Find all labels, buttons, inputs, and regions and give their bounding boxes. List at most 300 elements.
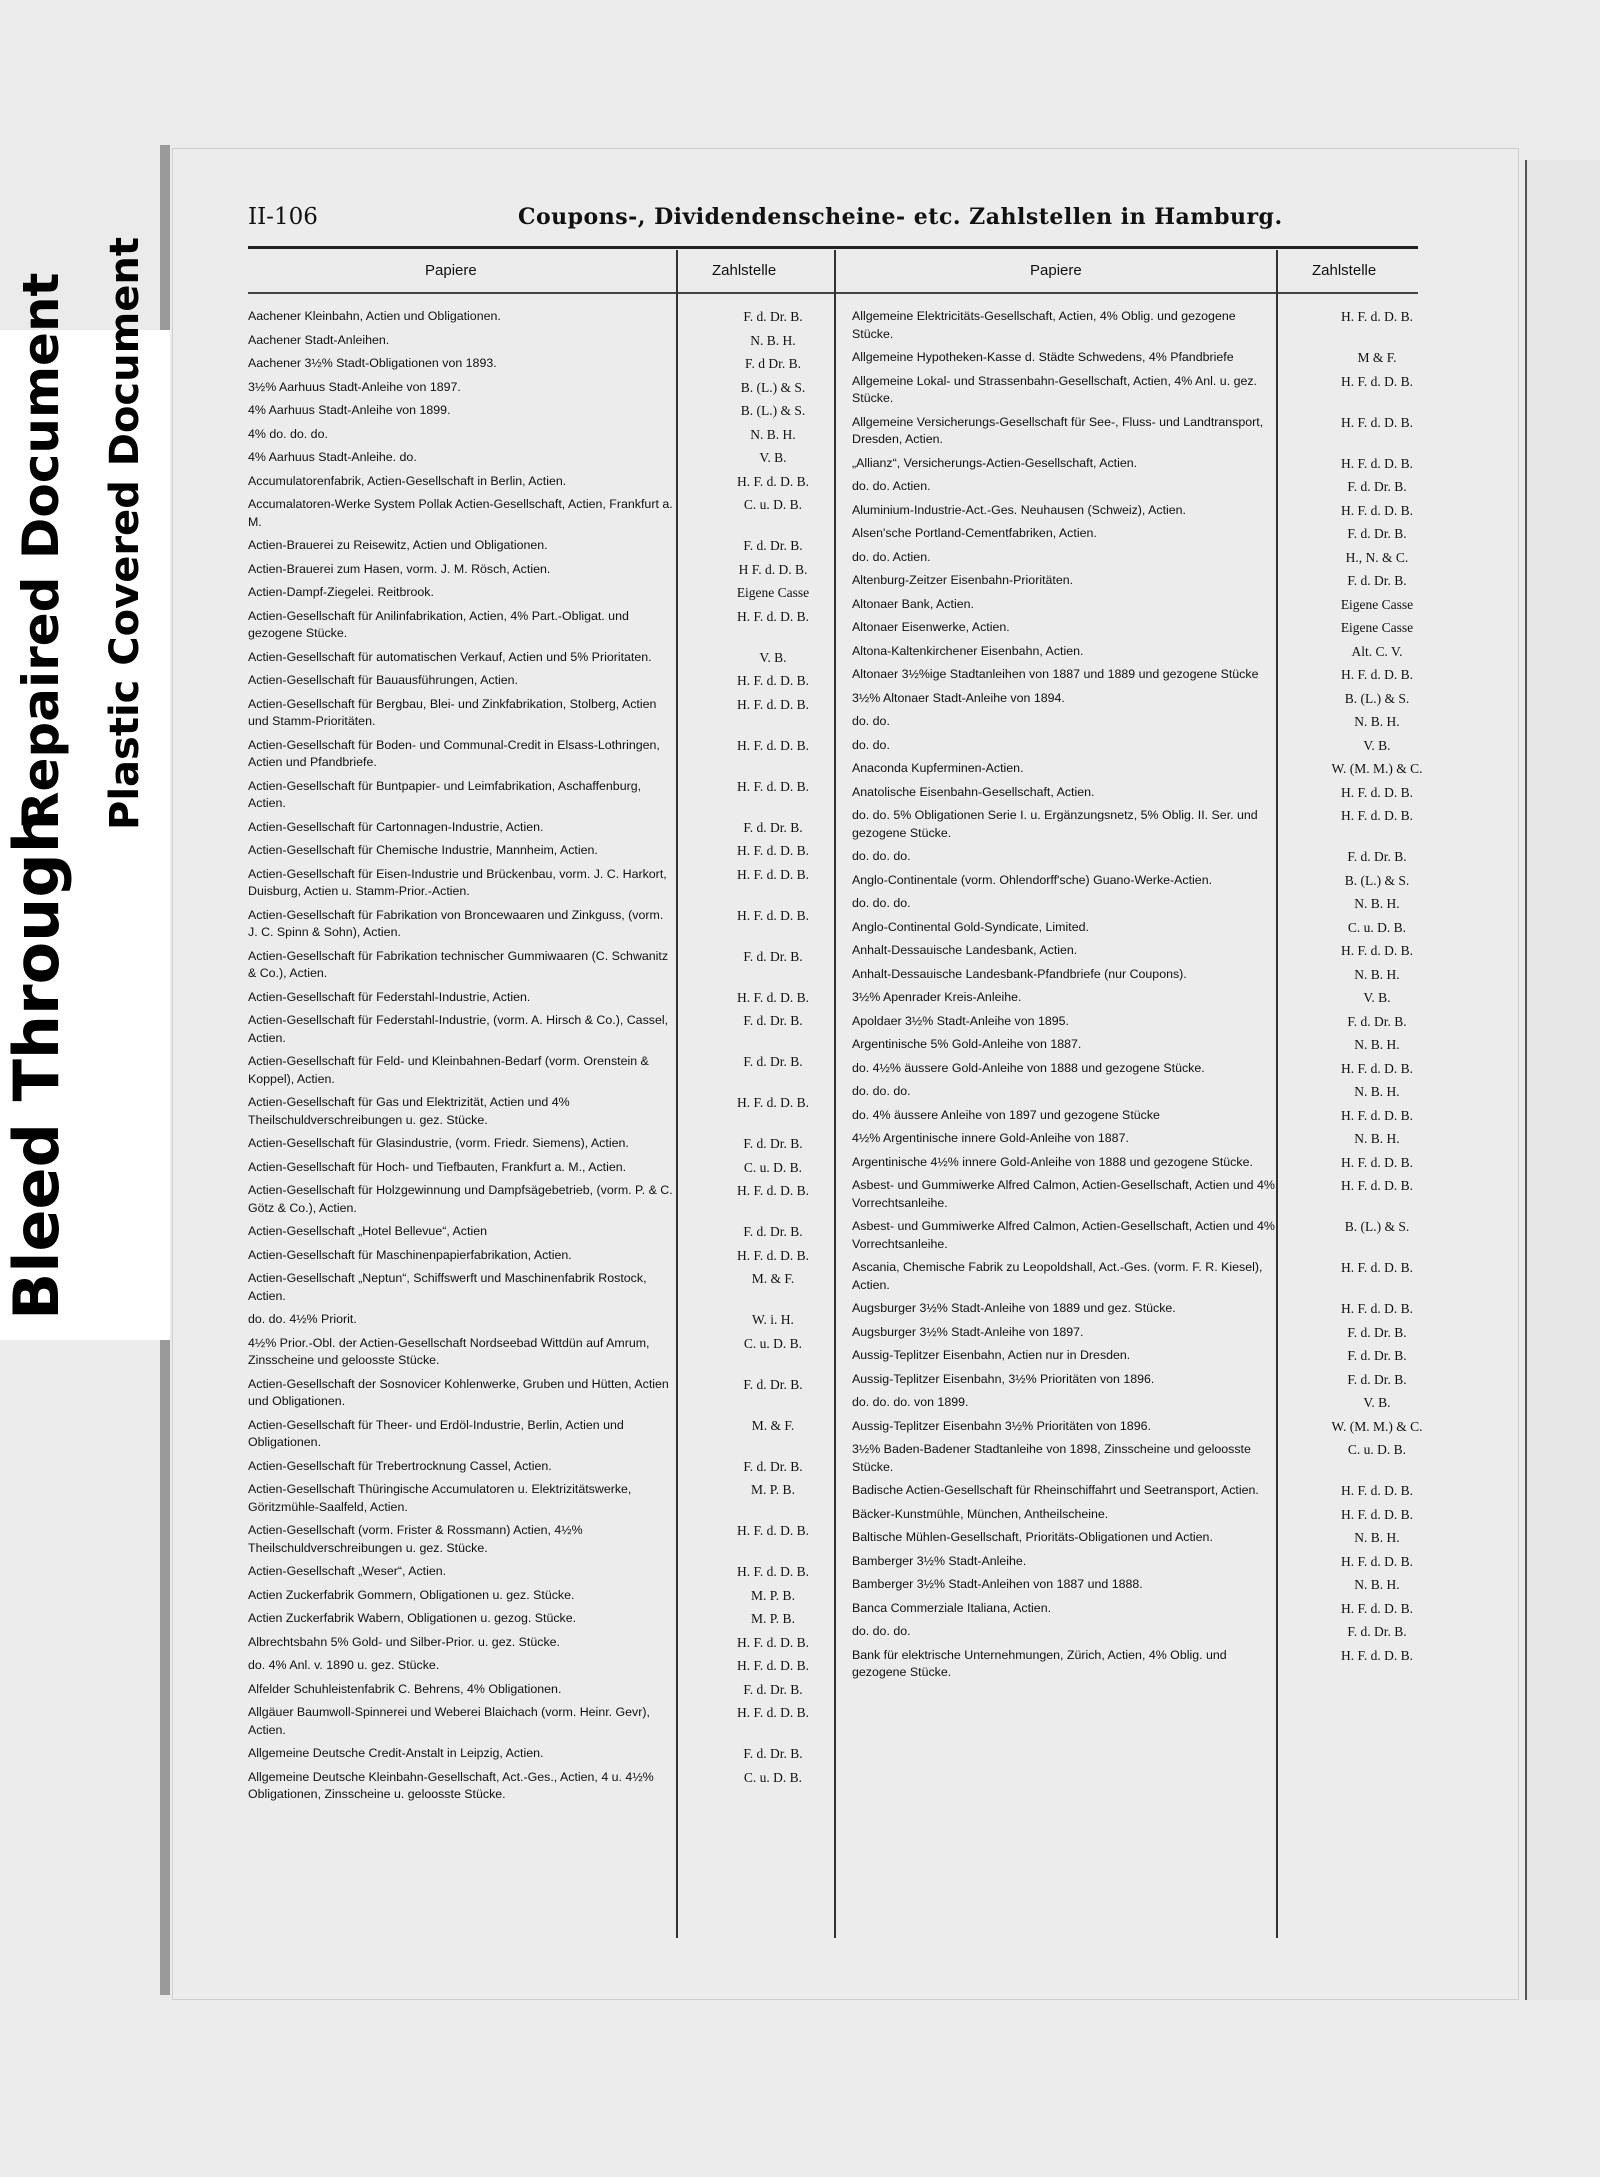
zahlstelle-value: F. d. Dr. B. bbox=[743, 948, 803, 964]
papier-name: Argentinische 4½% innere Gold-Anleihe von 1888 und gezogene Stücke. bbox=[852, 1154, 1253, 1169]
table-row bbox=[852, 784, 1414, 802]
papier-name: Actien-Gesellschaft für Trebertrocknung Cassel, Actien. bbox=[248, 1458, 552, 1473]
zahlstelle-value: M & F. bbox=[1357, 350, 1397, 365]
papier-name: Asbest- und Gummiwerke Alfred Calmon, Actien-Gesellschaft, Actien und 4% Vorrechtsanleihe. bbox=[852, 1178, 1275, 1210]
papier-name: 4% do. do. do. bbox=[248, 426, 328, 441]
table-row bbox=[248, 1745, 803, 1763]
table-row bbox=[248, 649, 787, 667]
zahlstelle-value: N. B. H. bbox=[1354, 714, 1400, 729]
zahlstelle-value: H. F. d. D. B. bbox=[1340, 1600, 1414, 1616]
zahlstelle-value: H. F. d. D. B. bbox=[1340, 1301, 1414, 1316]
column-divider bbox=[676, 250, 678, 1938]
table-row bbox=[852, 737, 1391, 755]
table-row bbox=[852, 643, 1403, 661]
papier-name: Anglo-Continental Gold-Syndicate, Limited. bbox=[852, 919, 1089, 934]
zahlstelle-value: F. d. Dr. B. bbox=[743, 1746, 803, 1761]
papier-name: Actien-Brauerei zu Reisewitz, Actien und Obligationen. bbox=[248, 538, 548, 552]
header-rule bbox=[248, 246, 1418, 249]
table-row bbox=[852, 308, 1414, 343]
table-row bbox=[852, 1347, 1407, 1365]
zahlstelle-value: H. F. d. D. B. bbox=[736, 673, 810, 688]
zahlstelle-value: B. (L.) & S. bbox=[1344, 872, 1410, 888]
zahlstelle-value: H. F. d. D. B. bbox=[1340, 1553, 1414, 1569]
papier-name: Asbest- und Gummiwerke Alfred Calmon, Actien-Gesellschaft, Actien und 4% Vorrechtsanleihe. bbox=[852, 1219, 1275, 1251]
left-column bbox=[248, 308, 810, 1810]
papier-name: Aachener 3½% Stadt-Obligationen von 1893. bbox=[248, 356, 497, 370]
zahlstelle-value: H. F. d. D. B. bbox=[1340, 667, 1414, 682]
papier-name: Allgäuer Baumwoll-Spinnerei und Weberei Blaichach (vorm. Heinr. Gevr), Actien. bbox=[248, 1705, 650, 1737]
table-row bbox=[852, 848, 1407, 866]
table-row bbox=[852, 478, 1407, 496]
table-row bbox=[852, 349, 1397, 367]
papier-name: Actien-Brauerei zum Hasen, vorm. J. M. Rösch, Actien. bbox=[248, 561, 551, 576]
papier-name: Albrechtsbahn 5% Gold- und Silber-Prior. u. gez. Stücke. bbox=[248, 1634, 560, 1649]
zahlstelle-value: F. d. Dr. B. bbox=[743, 819, 803, 835]
zahlstelle-value: F. d. Dr. B. bbox=[1347, 1324, 1407, 1340]
table-row bbox=[248, 1223, 803, 1241]
papier-name: Aluminium-Industrie-Act.-Ges. Neuhausen (Schweiz), Actien. bbox=[852, 502, 1186, 517]
papier-name: Augsburger 3½% Stadt-Anleihe von 1897. bbox=[852, 1324, 1084, 1339]
zahlstelle-value: H. F. d. D. B. bbox=[736, 1247, 810, 1263]
table-row bbox=[248, 672, 810, 690]
zahlstelle-value: F. d. Dr. B. bbox=[743, 1054, 803, 1069]
zahlstelle-value: H. F. d. D. B. bbox=[1340, 414, 1414, 430]
zahlstelle-value: M. P. B. bbox=[751, 1611, 795, 1626]
papier-name: Aachener Stadt-Anleihen. bbox=[248, 332, 390, 347]
table-row bbox=[852, 666, 1414, 684]
adjacent-page-edge bbox=[1525, 160, 1600, 2000]
zahlstelle-value: H. F. d. D. B. bbox=[736, 1523, 810, 1538]
table-row bbox=[852, 1553, 1414, 1571]
table-row bbox=[248, 308, 803, 326]
table-row bbox=[248, 332, 796, 350]
papier-name: do. do. do. bbox=[852, 849, 911, 863]
zahlstelle-value: H. F. d. D. B. bbox=[736, 1564, 810, 1579]
zahlstelle-value: B. (L.) & S. bbox=[1344, 690, 1410, 706]
zahlstelle-value: C. u. D. B. bbox=[1347, 1442, 1407, 1457]
table-row bbox=[248, 1587, 795, 1605]
table-row bbox=[852, 713, 1400, 731]
zahlstelle-value: H. F. d. D. B. bbox=[1340, 1178, 1414, 1193]
table-row bbox=[852, 1060, 1414, 1078]
table-row bbox=[248, 1704, 810, 1739]
papier-name: do. do. 5% Obligationen Serie I. u. Ergänzungsnetz, 5% Oblig. II. Ser. und gezogene Stücke. bbox=[852, 808, 1258, 840]
papier-name: Actien-Gesellschaft für Eisen-Industrie und Brückenbau, vorm. J. C. Harkort, Duisburg, Actien u. Stamm-Prior.-Actien. bbox=[248, 866, 667, 898]
table-row bbox=[248, 1563, 810, 1581]
col-head-zahlstelle-right: Zahlstelle bbox=[1312, 262, 1377, 279]
table-row bbox=[852, 1259, 1414, 1294]
zahlstelle-value: F. d. Dr. B. bbox=[743, 1136, 803, 1151]
zahlstelle-value: H. F. d. D. B. bbox=[1340, 309, 1414, 324]
zahlstelle-value: H. F. d. D. B. bbox=[1340, 1506, 1414, 1522]
zahlstelle-value: B. (L.) & S. bbox=[740, 379, 806, 395]
table-row bbox=[248, 1610, 795, 1628]
papier-name: Actien Zuckerfabrik Wabern, Obligationen u. gezog. Stücke. bbox=[248, 1611, 577, 1625]
zahlstelle-value: M. & F. bbox=[751, 1417, 795, 1433]
papier-name: Anhalt-Dessauische Landesbank-Pfandbriefe (nur Coupons). bbox=[852, 966, 1187, 981]
papier-name: do. do. do. von 1899. bbox=[852, 1395, 969, 1409]
table-row bbox=[852, 1441, 1407, 1476]
table-row bbox=[852, 1036, 1400, 1054]
papier-name: Actien-Gesellschaft für Hoch- und Tiefbauten, Frankfurt a. M., Actien. bbox=[248, 1159, 627, 1174]
papier-name: 4% Aarhuus Stadt-Anleihe von 1899. bbox=[248, 403, 451, 417]
papier-name: do. do. 4½% Priorit. bbox=[248, 1312, 357, 1326]
table-row bbox=[852, 1130, 1400, 1148]
zahlstelle-value: H. F. d. D. B. bbox=[736, 866, 810, 882]
zahlstelle-value: N. B. H. bbox=[750, 332, 796, 348]
table-row bbox=[248, 1417, 795, 1452]
table-row bbox=[248, 1270, 795, 1305]
zahlstelle-value: N. B. H. bbox=[1354, 1577, 1400, 1592]
zahlstelle-value: H. F. d. D. B. bbox=[1340, 1260, 1414, 1275]
papier-name: do. do. do. bbox=[852, 1084, 911, 1098]
table-row bbox=[248, 1634, 810, 1652]
papier-name: Actien-Gesellschaft für Bauausführungen, Actien. bbox=[248, 673, 518, 687]
page-header bbox=[248, 204, 1418, 234]
papier-name: Bank für elektrische Unternehmungen, Zürich, Actien, 4% Oblig. und gezogene Stücke. bbox=[852, 1647, 1227, 1679]
table-row bbox=[248, 866, 810, 901]
zahlstelle-value: V. B. bbox=[1363, 1395, 1391, 1410]
papier-name: Anaconda Kupferminen-Actien. bbox=[852, 761, 1024, 775]
zahlstelle-value: F. d. Dr. B. bbox=[743, 1458, 803, 1474]
papier-name: do. 4% Anl. v. 1890 u. gez. Stücke. bbox=[248, 1658, 440, 1672]
zahlstelle-value: H. F. d. D. B. bbox=[1340, 943, 1414, 958]
table-row bbox=[852, 895, 1400, 913]
papier-name: Accumalatoren-Werke System Pollak Actien-Gesellschaft, Actien, Frankfurt a. M. bbox=[248, 497, 673, 529]
papier-name: 3½% Baden-Badener Stadtanleihe von 1898, Zinsscheine und geloosste Stücke. bbox=[852, 1442, 1251, 1474]
papier-name: Actien-Gesellschaft für Federstahl-Industrie, (vorm. A. Hirsch & Co.), Cassel, Actien. bbox=[248, 1013, 669, 1045]
column-header-rule bbox=[248, 292, 1418, 294]
table-row bbox=[852, 549, 1409, 567]
papier-name: Actien-Gesellschaft „Neptun“, Schiffswerft und Maschinenfabrik Rostock, Actien. bbox=[248, 1271, 647, 1303]
papier-name: Altonaer Bank, Actien. bbox=[852, 596, 974, 611]
papier-name: do. do. bbox=[852, 737, 890, 752]
papier-name: Actien-Gesellschaft für Buntpapier- und Leimfabrikation, Aschaffenburg, Actien. bbox=[248, 778, 642, 810]
zahlstelle-value: H F. d. D. B. bbox=[738, 561, 808, 577]
papier-name: 4% Aarhuus Stadt-Anleihe. do. bbox=[248, 450, 417, 464]
papier-name: Actien-Gesellschaft für Glasindustrie, (vorm. Friedr. Siemens), Actien. bbox=[248, 1136, 629, 1150]
table-row bbox=[248, 608, 810, 643]
table-row bbox=[248, 537, 803, 555]
papier-name: Actien-Gesellschaft (vorm. Frister & Rossmann) Actien, 4½% Theilschuldverschreibungen u. gez. Stücke. bbox=[248, 1523, 583, 1555]
zahlstelle-value: C. u. D. B. bbox=[743, 1335, 803, 1351]
table-row bbox=[852, 1576, 1400, 1594]
papier-name: Allgemeine Versicherungs-Gesellschaft für See-, Fluss- und Landtransport, Dresden, Actien. bbox=[852, 414, 1264, 446]
table-row bbox=[852, 966, 1400, 984]
zahlstelle-value: H. F. d. D. B. bbox=[736, 989, 810, 1005]
zahlstelle-value: H. F. d. D. B. bbox=[736, 737, 810, 753]
papier-name: Actien-Gesellschaft für automatischen Verkauf, Actien und 5% Prioritaten. bbox=[248, 649, 652, 664]
table-row bbox=[852, 572, 1407, 590]
zahlstelle-value: W. (M. M.) & C. bbox=[1331, 1418, 1423, 1434]
papier-name: Actien-Gesellschaft Thüringische Accumulatoren u. Elektrizitätswerke, Göritzmühle-Saalfeld, Actien. bbox=[248, 1482, 632, 1514]
papier-name: Aachener Kleinbahn, Actien und Obligationen. bbox=[248, 309, 501, 323]
zahlstelle-value: F. d. Dr. B. bbox=[743, 309, 803, 324]
zahlstelle-value: F. d. Dr. B. bbox=[1347, 1624, 1407, 1639]
papier-name: do. 4½% äussere Gold-Anleihe von 1888 und gezogene Stücke. bbox=[852, 1060, 1205, 1075]
papier-name: do. do. Actien. bbox=[852, 549, 931, 564]
zahlstelle-value: H. F. d. D. B. bbox=[736, 778, 810, 794]
table-row bbox=[248, 842, 810, 860]
zahlstelle-value: V. B. bbox=[759, 649, 787, 665]
table-row bbox=[852, 942, 1414, 960]
papier-name: Actien-Gesellschaft für Cartonnagen-Industrie, Actien. bbox=[248, 819, 544, 834]
papier-name: Actien-Gesellschaft für Gas und Elektrizität, Actien und 4% Theilschuldverschreibungen u. gez. Stücke. bbox=[248, 1095, 570, 1127]
zahlstelle-value: H. F. d. D. B. bbox=[736, 907, 810, 923]
papier-name: Allgemeine Lokal- und Strassenbahn-Gesellschaft, Actien, 4% Anl. u. gez. Stücke. bbox=[852, 373, 1257, 405]
papier-name: 3½% Altonaer Stadt-Anleihe von 1894. bbox=[852, 690, 1065, 705]
table-row bbox=[852, 1647, 1414, 1682]
zahlstelle-value: Alt. C. V. bbox=[1351, 643, 1403, 659]
zahlstelle-value: C. u. D. B. bbox=[743, 1159, 803, 1175]
zahlstelle-value: F. d. Dr. B. bbox=[1347, 1013, 1407, 1029]
zahlstelle-value: C. u. D. B. bbox=[1347, 919, 1407, 935]
table-row bbox=[248, 1311, 794, 1329]
table-row bbox=[248, 1135, 803, 1153]
papier-name: Bamberger 3½% Stadt-Anleihe. bbox=[852, 1553, 1027, 1568]
zahlstelle-value: W. i. H. bbox=[752, 1312, 794, 1327]
papier-name: 4½% Prior.-Obl. der Actien-Gesellschaft Nordseebad Wittdün auf Amrum, Zinsscheine und geloosste Stücke. bbox=[248, 1335, 650, 1367]
papier-name: do. do. Actien. bbox=[852, 479, 931, 493]
zahlstelle-value: Eigene Casse bbox=[1340, 620, 1414, 635]
table-row bbox=[852, 619, 1414, 637]
papier-name: Altenburg-Zeitzer Eisenbahn-Prioritäten. bbox=[852, 573, 1074, 587]
zahlstelle-value: F. d. Dr. B. bbox=[743, 1681, 803, 1697]
zahlstelle-value: F. d. Dr. B. bbox=[743, 538, 803, 553]
papier-name: Actien-Gesellschaft für Federstahl-Industrie, Actien. bbox=[248, 989, 531, 1004]
zahlstelle-value: H. F. d. D. B. bbox=[1340, 502, 1414, 518]
table-row bbox=[248, 1481, 795, 1516]
right-column bbox=[852, 308, 1423, 1688]
table-row bbox=[852, 1418, 1423, 1436]
papier-name: Argentinische 5% Gold-Anleihe von 1887. bbox=[852, 1037, 1082, 1051]
table-row bbox=[852, 502, 1414, 520]
papier-name: Actien-Gesellschaft für Maschinenpapierfabrikation, Actien. bbox=[248, 1247, 572, 1262]
table-row bbox=[852, 1218, 1410, 1253]
papier-name: do. do. do. bbox=[852, 1624, 911, 1638]
zahlstelle-value: Eigene Casse bbox=[1340, 596, 1414, 612]
table-row bbox=[852, 1083, 1400, 1101]
zahlstelle-value: N. B. H. bbox=[1354, 1084, 1400, 1099]
table-row bbox=[248, 1182, 810, 1217]
papier-name: Actien-Gesellschaft der Sosnovicer Kohlenwerke, Gruben und Hütten, Actien und Obligationen. bbox=[248, 1376, 669, 1408]
zahlstelle-value: V. B. bbox=[759, 450, 787, 465]
papier-name: „Allianz“, Versicherungs-Actien-Gesellschaft, Actien. bbox=[852, 455, 1138, 470]
table-row bbox=[852, 690, 1410, 708]
papier-name: Actien-Gesellschaft „Weser“, Actien. bbox=[248, 1564, 447, 1578]
papier-name: Actien-Gesellschaft für Anilinfabrikation, Actien, 4% Part.-Obligat. und gezogene Stücke. bbox=[248, 608, 629, 640]
col-head-papiere-left: Papiere bbox=[425, 262, 477, 279]
zahlstelle-value: Eigene Casse bbox=[736, 585, 810, 600]
table-row bbox=[852, 1506, 1414, 1524]
zahlstelle-value: N. B. H. bbox=[1354, 1131, 1400, 1146]
zahlstelle-value: H. F. d. D. B. bbox=[736, 843, 810, 858]
table-row bbox=[248, 426, 796, 444]
papier-name: 3½% Aarhuus Stadt-Anleihe von 1897. bbox=[248, 379, 461, 394]
table-row bbox=[852, 1013, 1407, 1031]
zahlstelle-value: F. d. Dr. B. bbox=[1347, 849, 1407, 864]
table-row bbox=[248, 1053, 803, 1088]
zahlstelle-value: H. F. d. D. B. bbox=[736, 1095, 810, 1110]
papier-name: Actien-Gesellschaft für Holzgewinnung und Dampfsägebetrieb, (vorm. P. & C. Götz & Co.), Actien. bbox=[248, 1183, 673, 1215]
label-plastic-covered-document: Plastic Covered Document bbox=[102, 236, 148, 830]
papier-name: Allgemeine Deutsche Kleinbahn-Gesellschaft, Act.-Ges., Actien, 4 u. 4½% Obligationen, Zinsscheine u. geloosste Stücke. bbox=[248, 1769, 654, 1801]
papier-name: Allgemeine Deutsche Credit-Anstalt in Leipzig, Actien. bbox=[248, 1746, 544, 1760]
papier-name: Alfelder Schuhleistenfabrik C. Behrens, 4% Obligationen. bbox=[248, 1681, 562, 1696]
zahlstelle-value: H., N. & C. bbox=[1345, 549, 1409, 565]
zahlstelle-value: H. F. d. D. B. bbox=[1340, 1647, 1414, 1663]
table-row bbox=[852, 525, 1407, 543]
zahlstelle-value: H. F. d. D. B. bbox=[736, 1705, 810, 1720]
papier-name: Actien-Gesellschaft für Chemische Industrie, Mannheim, Actien. bbox=[248, 843, 598, 857]
zahlstelle-value: F. d. Dr. B. bbox=[1347, 479, 1407, 494]
papier-name: Aussig-Teplitzer Eisenbahn 3½% Prioritäten von 1896. bbox=[852, 1418, 1151, 1433]
table-row bbox=[248, 948, 803, 983]
zahlstelle-value: V. B. bbox=[1363, 990, 1391, 1005]
zahlstelle-value: H. F. d. D. B. bbox=[736, 696, 810, 712]
papier-name: Altonaer Eisenwerke, Actien. bbox=[852, 620, 1010, 634]
zahlstelle-value: V. B. bbox=[1363, 737, 1391, 753]
papier-name: Bamberger 3½% Stadt-Anleihen von 1887 und 1888. bbox=[852, 1577, 1143, 1591]
table-row bbox=[248, 1012, 803, 1047]
papier-name: Badische Actien-Gesellschaft für Rheinschiffahrt und Seetransport, Actien. bbox=[852, 1483, 1259, 1497]
table-row bbox=[852, 760, 1423, 778]
table-row bbox=[852, 989, 1391, 1007]
zahlstelle-value: H. F. d. D. B. bbox=[736, 1658, 810, 1673]
papier-name: Alsen'sche Portland-Cementfabriken, Actien. bbox=[852, 526, 1097, 540]
table-row bbox=[852, 1107, 1414, 1125]
table-row bbox=[248, 819, 803, 837]
zahlstelle-value: N. B. H. bbox=[1354, 1037, 1400, 1052]
zahlstelle-value: N. B. H. bbox=[750, 426, 796, 442]
zahlstelle-value: H. F. d. D. B. bbox=[736, 1183, 810, 1198]
papier-name: Aussig-Teplitzer Eisenbahn, Actien nur in Dresden. bbox=[852, 1348, 1131, 1362]
papier-name: Banca Commerziale Italiana, Actien. bbox=[852, 1600, 1052, 1615]
zahlstelle-value: H. F. d. D. B. bbox=[1340, 373, 1414, 389]
papier-name: Aussig-Teplitzer Eisenbahn, 3½% Prioritäten von 1896. bbox=[852, 1371, 1155, 1386]
table-row bbox=[248, 696, 810, 731]
papier-name: Accumulatorenfabrik, Actien-Gesellschaft in Berlin, Actien. bbox=[248, 473, 567, 488]
zahlstelle-value: B. (L.) & S. bbox=[1344, 1219, 1410, 1234]
table-row bbox=[248, 561, 808, 579]
zahlstelle-value: H. F. d. D. B. bbox=[1340, 1483, 1414, 1498]
papier-name: Bäcker-Kunstmühle, München, Antheilscheine. bbox=[852, 1506, 1109, 1521]
zahlstelle-value: M. P. B. bbox=[751, 1482, 795, 1497]
papier-name: Altonaer 3½%ige Stadtanleihen von 1887 und 1889 und gezogene Stücke bbox=[852, 667, 1259, 681]
table-row bbox=[852, 1300, 1414, 1318]
table-row bbox=[852, 919, 1407, 937]
zahlstelle-value: F. d. Dr. B. bbox=[743, 1224, 803, 1239]
table-row bbox=[248, 1335, 803, 1370]
zahlstelle-value: F. d. Dr. B. bbox=[1347, 1348, 1407, 1363]
zahlstelle-value: H. F. d. D. B. bbox=[1340, 1107, 1414, 1123]
papier-name: Allgemeine Hypotheken-Kasse d. Städte Schwedens, 4% Pfandbriefe bbox=[852, 350, 1234, 364]
zahlstelle-value: F. d. Dr. B. bbox=[743, 1013, 803, 1028]
papier-name: Actien-Gesellschaft „Hotel Bellevue“, Actien bbox=[248, 1224, 487, 1238]
label-repaired-document: Repaired Document bbox=[12, 272, 70, 830]
papier-name: Actien-Gesellschaft für Fabrikation technischer Gummiwaaren (C. Schwanitz & Co.), Actien. bbox=[248, 948, 669, 980]
table-row bbox=[852, 596, 1414, 614]
zahlstelle-value: H. F. d. D. B. bbox=[1340, 808, 1414, 823]
zahlstelle-value: F. d. Dr. B. bbox=[743, 1376, 803, 1392]
table-row bbox=[248, 496, 803, 531]
table-row bbox=[852, 1154, 1414, 1172]
papier-name: Baltische Mühlen-Gesellschaft, Prioritäts-Obligationen und Actien. bbox=[852, 1530, 1213, 1544]
table-row bbox=[248, 379, 806, 397]
zahlstelle-value: H. F. d. D. B. bbox=[736, 473, 810, 489]
table-row bbox=[248, 1247, 810, 1265]
table-row bbox=[248, 1681, 803, 1699]
zahlstelle-value: M. & F. bbox=[751, 1271, 795, 1286]
table-row bbox=[248, 449, 787, 467]
zahlstelle-value: C. u. D. B. bbox=[743, 497, 803, 512]
zahlstelle-value: F. d. Dr. B. bbox=[1347, 573, 1407, 588]
zahlstelle-value: N. B. H. bbox=[1354, 966, 1400, 982]
papier-name: do. do. bbox=[852, 714, 890, 728]
table-row bbox=[248, 473, 810, 491]
papier-name: Actien-Gesellschaft für Boden- und Communal-Credit in Elsass-Lothringen, Actien und Pfandbriefe. bbox=[248, 737, 660, 769]
zahlstelle-value: H. F. d. D. B. bbox=[1340, 1060, 1414, 1076]
zahlstelle-value: B. (L.) & S. bbox=[740, 403, 806, 418]
zahlstelle-value: N. B. H. bbox=[1354, 1530, 1400, 1545]
label-bleed-through: Bleed Through bbox=[0, 809, 73, 1320]
col-head-papiere-right: Papiere bbox=[1030, 262, 1082, 279]
table-row bbox=[248, 1769, 803, 1804]
table-row bbox=[248, 1159, 803, 1177]
papier-name: Altona-Kaltenkirchener Eisenbahn, Actien. bbox=[852, 643, 1084, 658]
col-head-zahlstelle-left: Zahlstelle bbox=[712, 262, 777, 279]
papier-name: Ascania, Chemische Fabrik zu Leopoldshall, Act.-Ges. (vorm. F. R. Kiesel), Actien. bbox=[852, 1260, 1263, 1292]
zahlstelle-value: C. u. D. B. bbox=[743, 1769, 803, 1785]
table-row bbox=[852, 1529, 1400, 1547]
papier-name: Actien Zuckerfabrik Gommern, Obligationen u. gez. Stücke. bbox=[248, 1587, 575, 1602]
zahlstelle-value: H. F. d. D. B. bbox=[1340, 1154, 1414, 1170]
zahlstelle-value: H. F. d. D. B. bbox=[1340, 784, 1414, 800]
table-row bbox=[248, 355, 801, 373]
papier-name: Anglo-Continentale (vorm. Ohlendorff'sche) Guano-Werke-Actien. bbox=[852, 872, 1213, 887]
papier-name: Actien-Dampf-Ziegelei. Reitbrook. bbox=[248, 585, 434, 599]
table-row bbox=[852, 455, 1414, 473]
table-row bbox=[248, 1657, 810, 1675]
papier-name: Augsburger 3½% Stadt-Anleihe von 1889 und gez. Stücke. bbox=[852, 1301, 1176, 1315]
zahlstelle-value: H. F. d. D. B. bbox=[736, 1634, 810, 1650]
zahlstelle-value: F. d. Dr. B. bbox=[1347, 526, 1407, 541]
table-row bbox=[248, 737, 810, 772]
papier-name: Anatolische Eisenbahn-Gesellschaft, Actien. bbox=[852, 784, 1095, 799]
papier-name: do. do. do. bbox=[852, 896, 911, 910]
papier-name: 4½% Argentinische innere Gold-Anleihe von 1887. bbox=[852, 1131, 1129, 1145]
table-row bbox=[852, 373, 1414, 408]
table-row bbox=[852, 807, 1414, 842]
papier-name: Apoldaer 3½% Stadt-Anleihe von 1895. bbox=[852, 1013, 1069, 1028]
table-row bbox=[852, 1600, 1414, 1618]
papier-name: Anhalt-Dessauische Landesbank, Actien. bbox=[852, 943, 1078, 957]
papier-name: Actien-Gesellschaft für Bergbau, Blei- und Zinkfabrikation, Stolberg, Actien und Stamm-Prioritäten. bbox=[248, 696, 657, 728]
papier-name: 3½% Apenrader Kreis-Anleihe. bbox=[852, 990, 1022, 1004]
papier-name: Actien-Gesellschaft für Feld- und Kleinbahnen-Bedarf (vorm. Orenstein & Koppel), Actien. bbox=[248, 1054, 649, 1086]
table-row bbox=[248, 1376, 803, 1411]
table-row bbox=[852, 1623, 1407, 1641]
zahlstelle-value: H. F. d. D. B. bbox=[1340, 455, 1414, 471]
zahlstelle-value: W. (M. M.) & C. bbox=[1331, 761, 1423, 776]
zahlstelle-value: M. P. B. bbox=[751, 1587, 795, 1603]
table-row bbox=[248, 1522, 810, 1557]
table-row bbox=[248, 989, 810, 1007]
table-row bbox=[248, 1094, 810, 1129]
papier-name: Actien-Gesellschaft für Theer- und Erdöl-Industrie, Berlin, Actien und Obligationen. bbox=[248, 1417, 624, 1449]
table-row bbox=[852, 1482, 1414, 1500]
table-row bbox=[248, 778, 810, 813]
